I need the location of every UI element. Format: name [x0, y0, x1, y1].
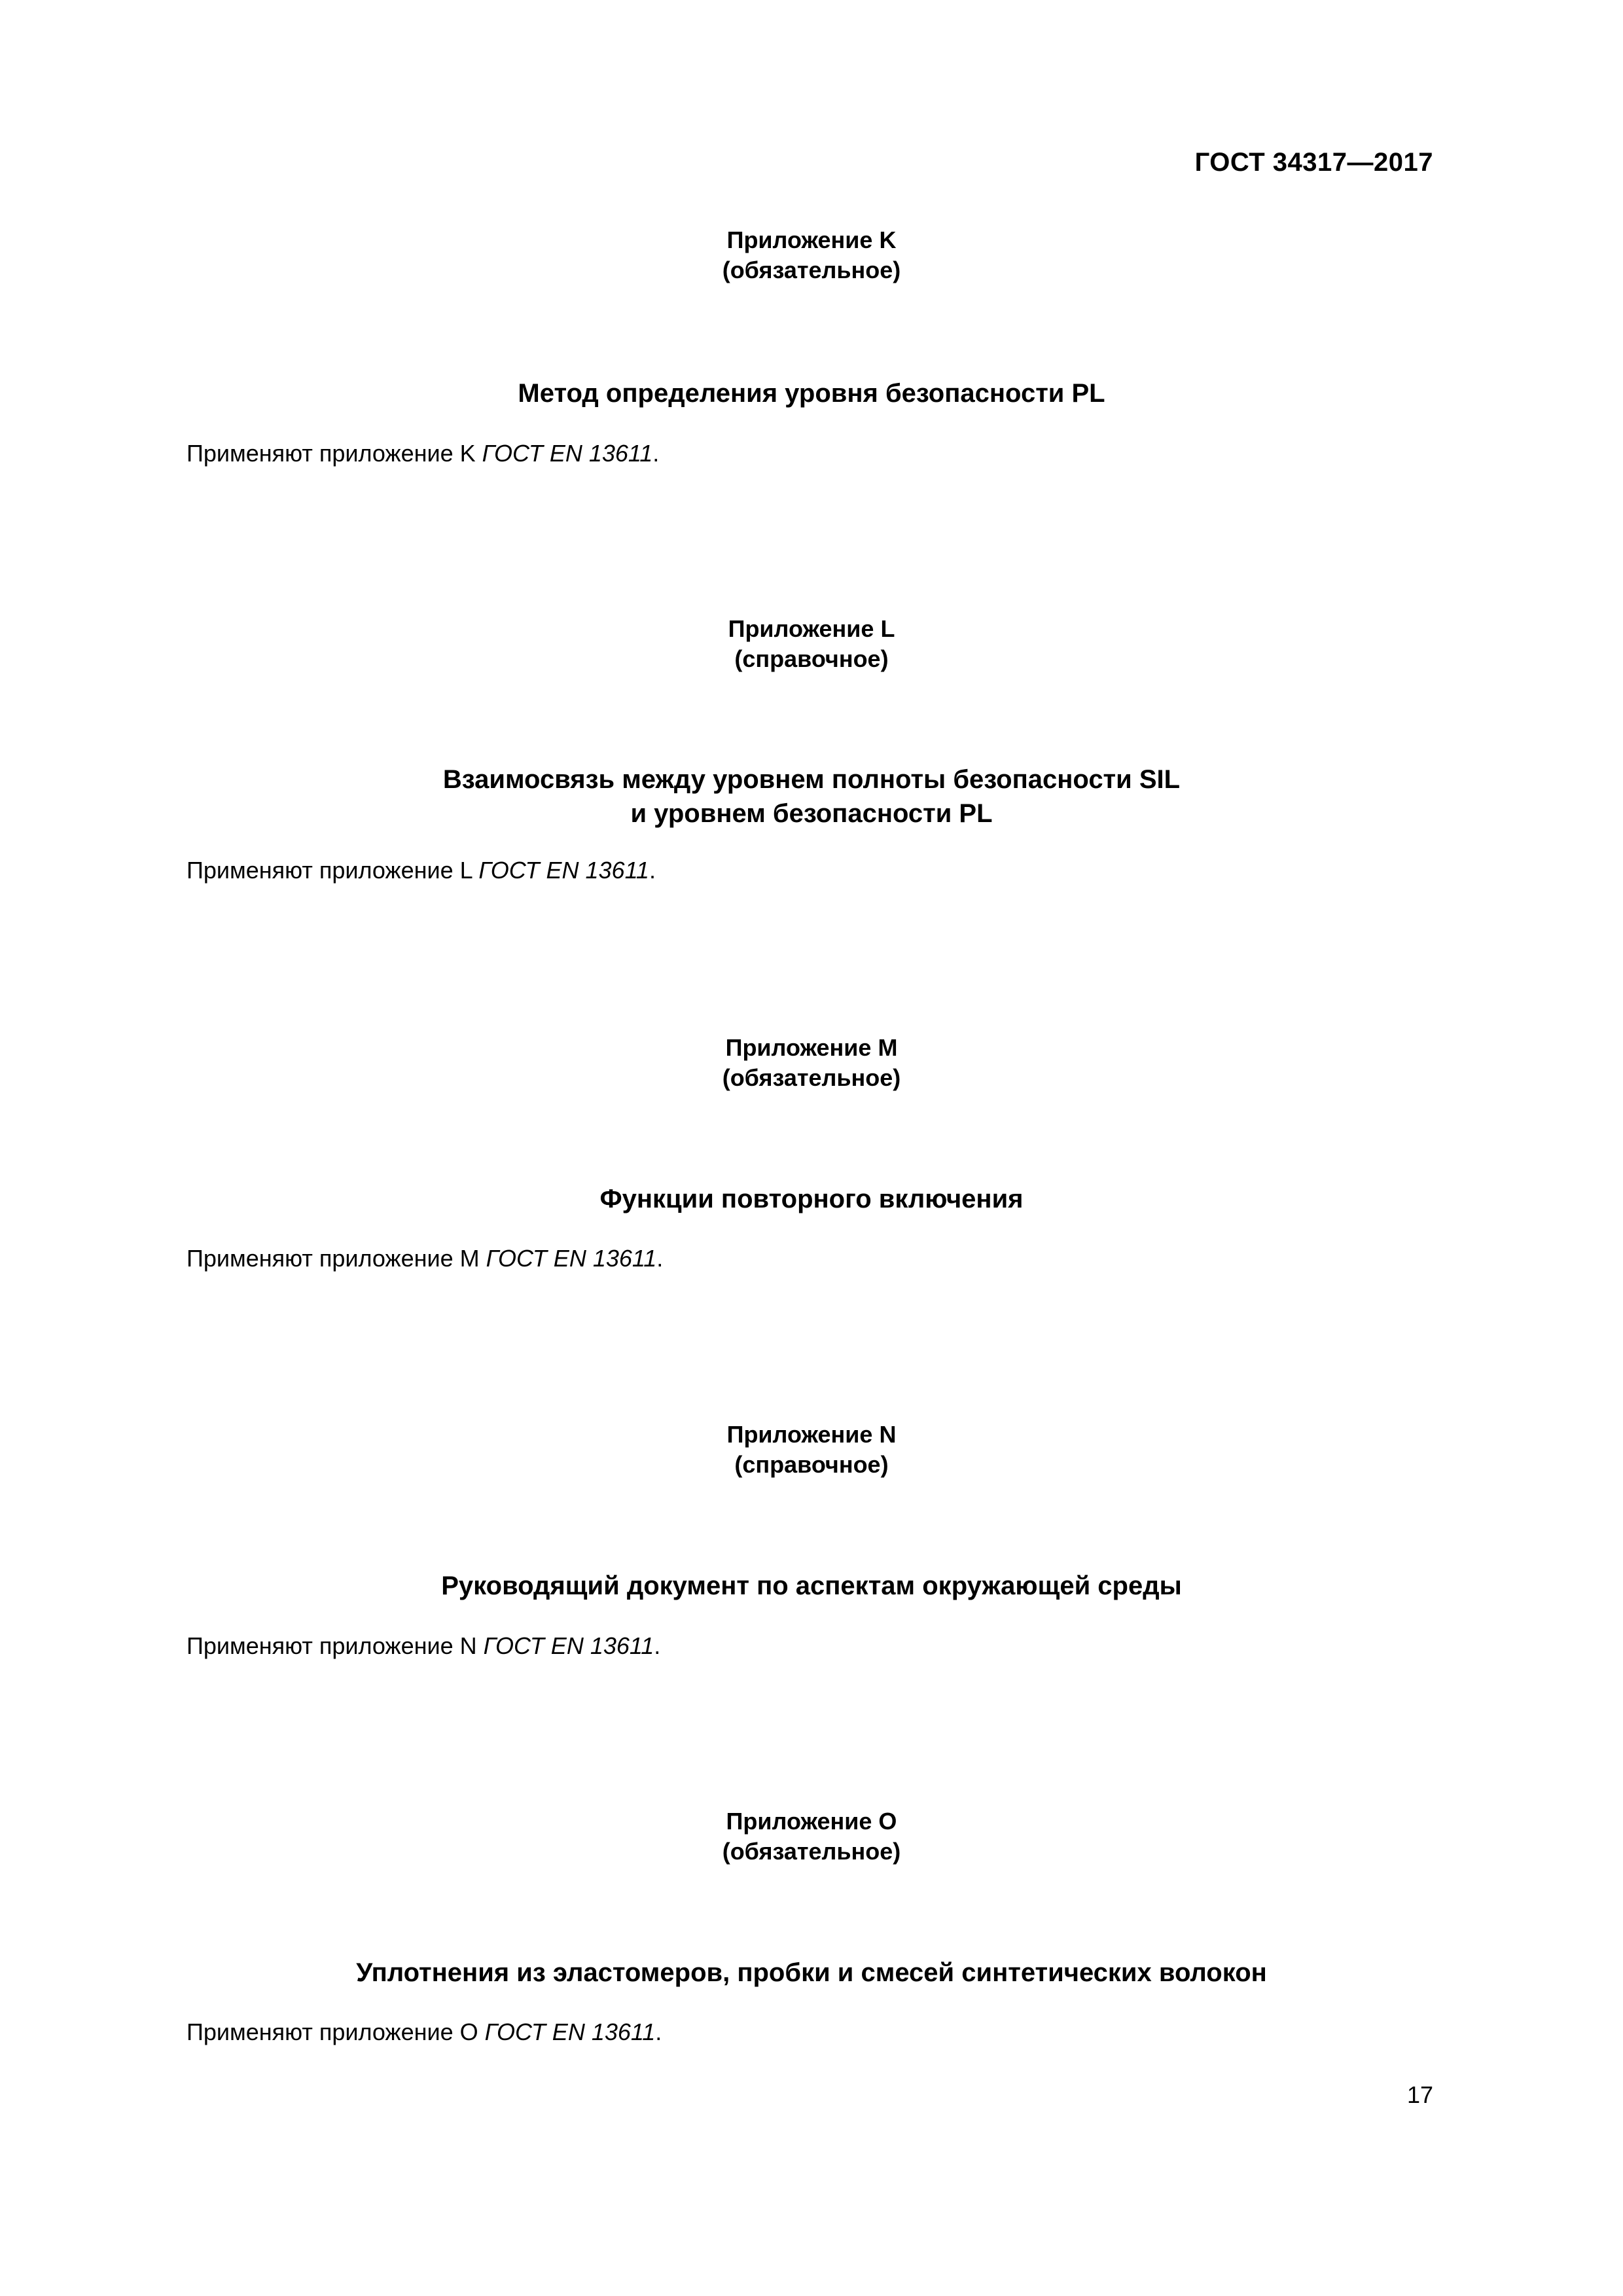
standard-reference: ГОСТ EN 13611 — [482, 440, 653, 467]
appendix-k — [187, 225, 1436, 285]
appendix-k-body — [187, 439, 1436, 469]
body-text: Применяют приложение M — [187, 1245, 486, 1272]
appendix-n — [187, 1420, 1436, 1480]
appendix-title-line: Уплотнения из эластомеров, пробки и смесей синтетических волокон — [356, 1958, 1267, 1987]
appendix-l-title-block — [187, 762, 1436, 831]
appendix-heading — [187, 1420, 1436, 1480]
appendix-status: (справочное) — [734, 1451, 889, 1478]
body-text: Применяют приложение K — [187, 440, 482, 467]
appendix-body — [187, 1244, 1436, 1274]
appendix-title — [187, 1956, 1436, 1990]
body-punctuation: . — [652, 440, 660, 467]
appendix-title — [187, 1569, 1436, 1603]
appendix-m-title-block — [187, 1182, 1436, 1216]
appendix-title-line: Взаимосвязь между уровнем полноты безопасности SIL — [442, 765, 1181, 794]
standard-reference: ГОСТ EN 13611 — [483, 1632, 654, 1659]
body-text: Применяют приложение L — [187, 857, 479, 884]
appendix-n-title-block — [187, 1569, 1436, 1603]
appendix-m-body — [187, 1244, 1436, 1274]
standard-reference: ГОСТ EN 13611 — [478, 857, 649, 884]
appendix-title — [187, 1182, 1436, 1216]
page-number: 17 — [1406, 2081, 1433, 2108]
appendix-label: Приложение K — [726, 226, 897, 253]
appendix-status: (справочное) — [734, 645, 889, 672]
appendix-o-title-block — [187, 1956, 1436, 1990]
appendix-n-body — [187, 1631, 1436, 1661]
appendix-o-body — [187, 2017, 1436, 2047]
appendix-body — [187, 855, 1436, 886]
appendix-l — [187, 614, 1436, 674]
body-text: Применяют приложение N — [187, 1632, 484, 1659]
appendix-heading — [187, 614, 1436, 674]
appendix-body — [187, 439, 1436, 469]
body-text: Применяют приложение O — [187, 2018, 485, 2045]
appendix-title-line: Функции повторного включения — [599, 1185, 1024, 1213]
appendix-status: (обязательное) — [722, 1838, 901, 1865]
appendix-label: Приложение M — [725, 1034, 898, 1061]
appendix-label: Приложение L — [728, 615, 895, 642]
appendix-m — [187, 1033, 1436, 1093]
appendix-title-line: и уровнем безопасности PL — [630, 799, 993, 828]
body-punctuation: . — [656, 1245, 664, 1272]
appendix-label: Приложение N — [726, 1421, 897, 1448]
document-code: ГОСТ 34317—2017 — [1194, 148, 1433, 177]
appendix-title-line: Метод определения уровня безопасности PL — [518, 379, 1105, 408]
appendix-l-body — [187, 855, 1436, 886]
body-punctuation: . — [655, 2018, 662, 2045]
appendix-heading — [187, 1033, 1436, 1093]
appendix-o — [187, 1806, 1436, 1867]
body-punctuation: . — [649, 857, 656, 884]
appendix-body — [187, 1631, 1436, 1661]
appendix-title-line: Руководящий документ по аспектам окружающей среды — [441, 1571, 1182, 1600]
standard-reference: ГОСТ EN 13611 — [484, 2018, 656, 2045]
body-punctuation: . — [654, 1632, 661, 1659]
appendix-title — [187, 762, 1436, 831]
appendix-label: Приложение O — [726, 1808, 897, 1835]
appendix-k-title-block — [187, 376, 1436, 410]
appendix-status: (обязательное) — [722, 1064, 901, 1091]
standard-reference: ГОСТ EN 13611 — [486, 1245, 657, 1272]
appendix-heading — [187, 225, 1436, 285]
appendix-heading — [187, 1806, 1436, 1867]
appendix-status: (обязательное) — [722, 257, 901, 283]
appendix-body — [187, 2017, 1436, 2047]
appendix-title — [187, 376, 1436, 410]
